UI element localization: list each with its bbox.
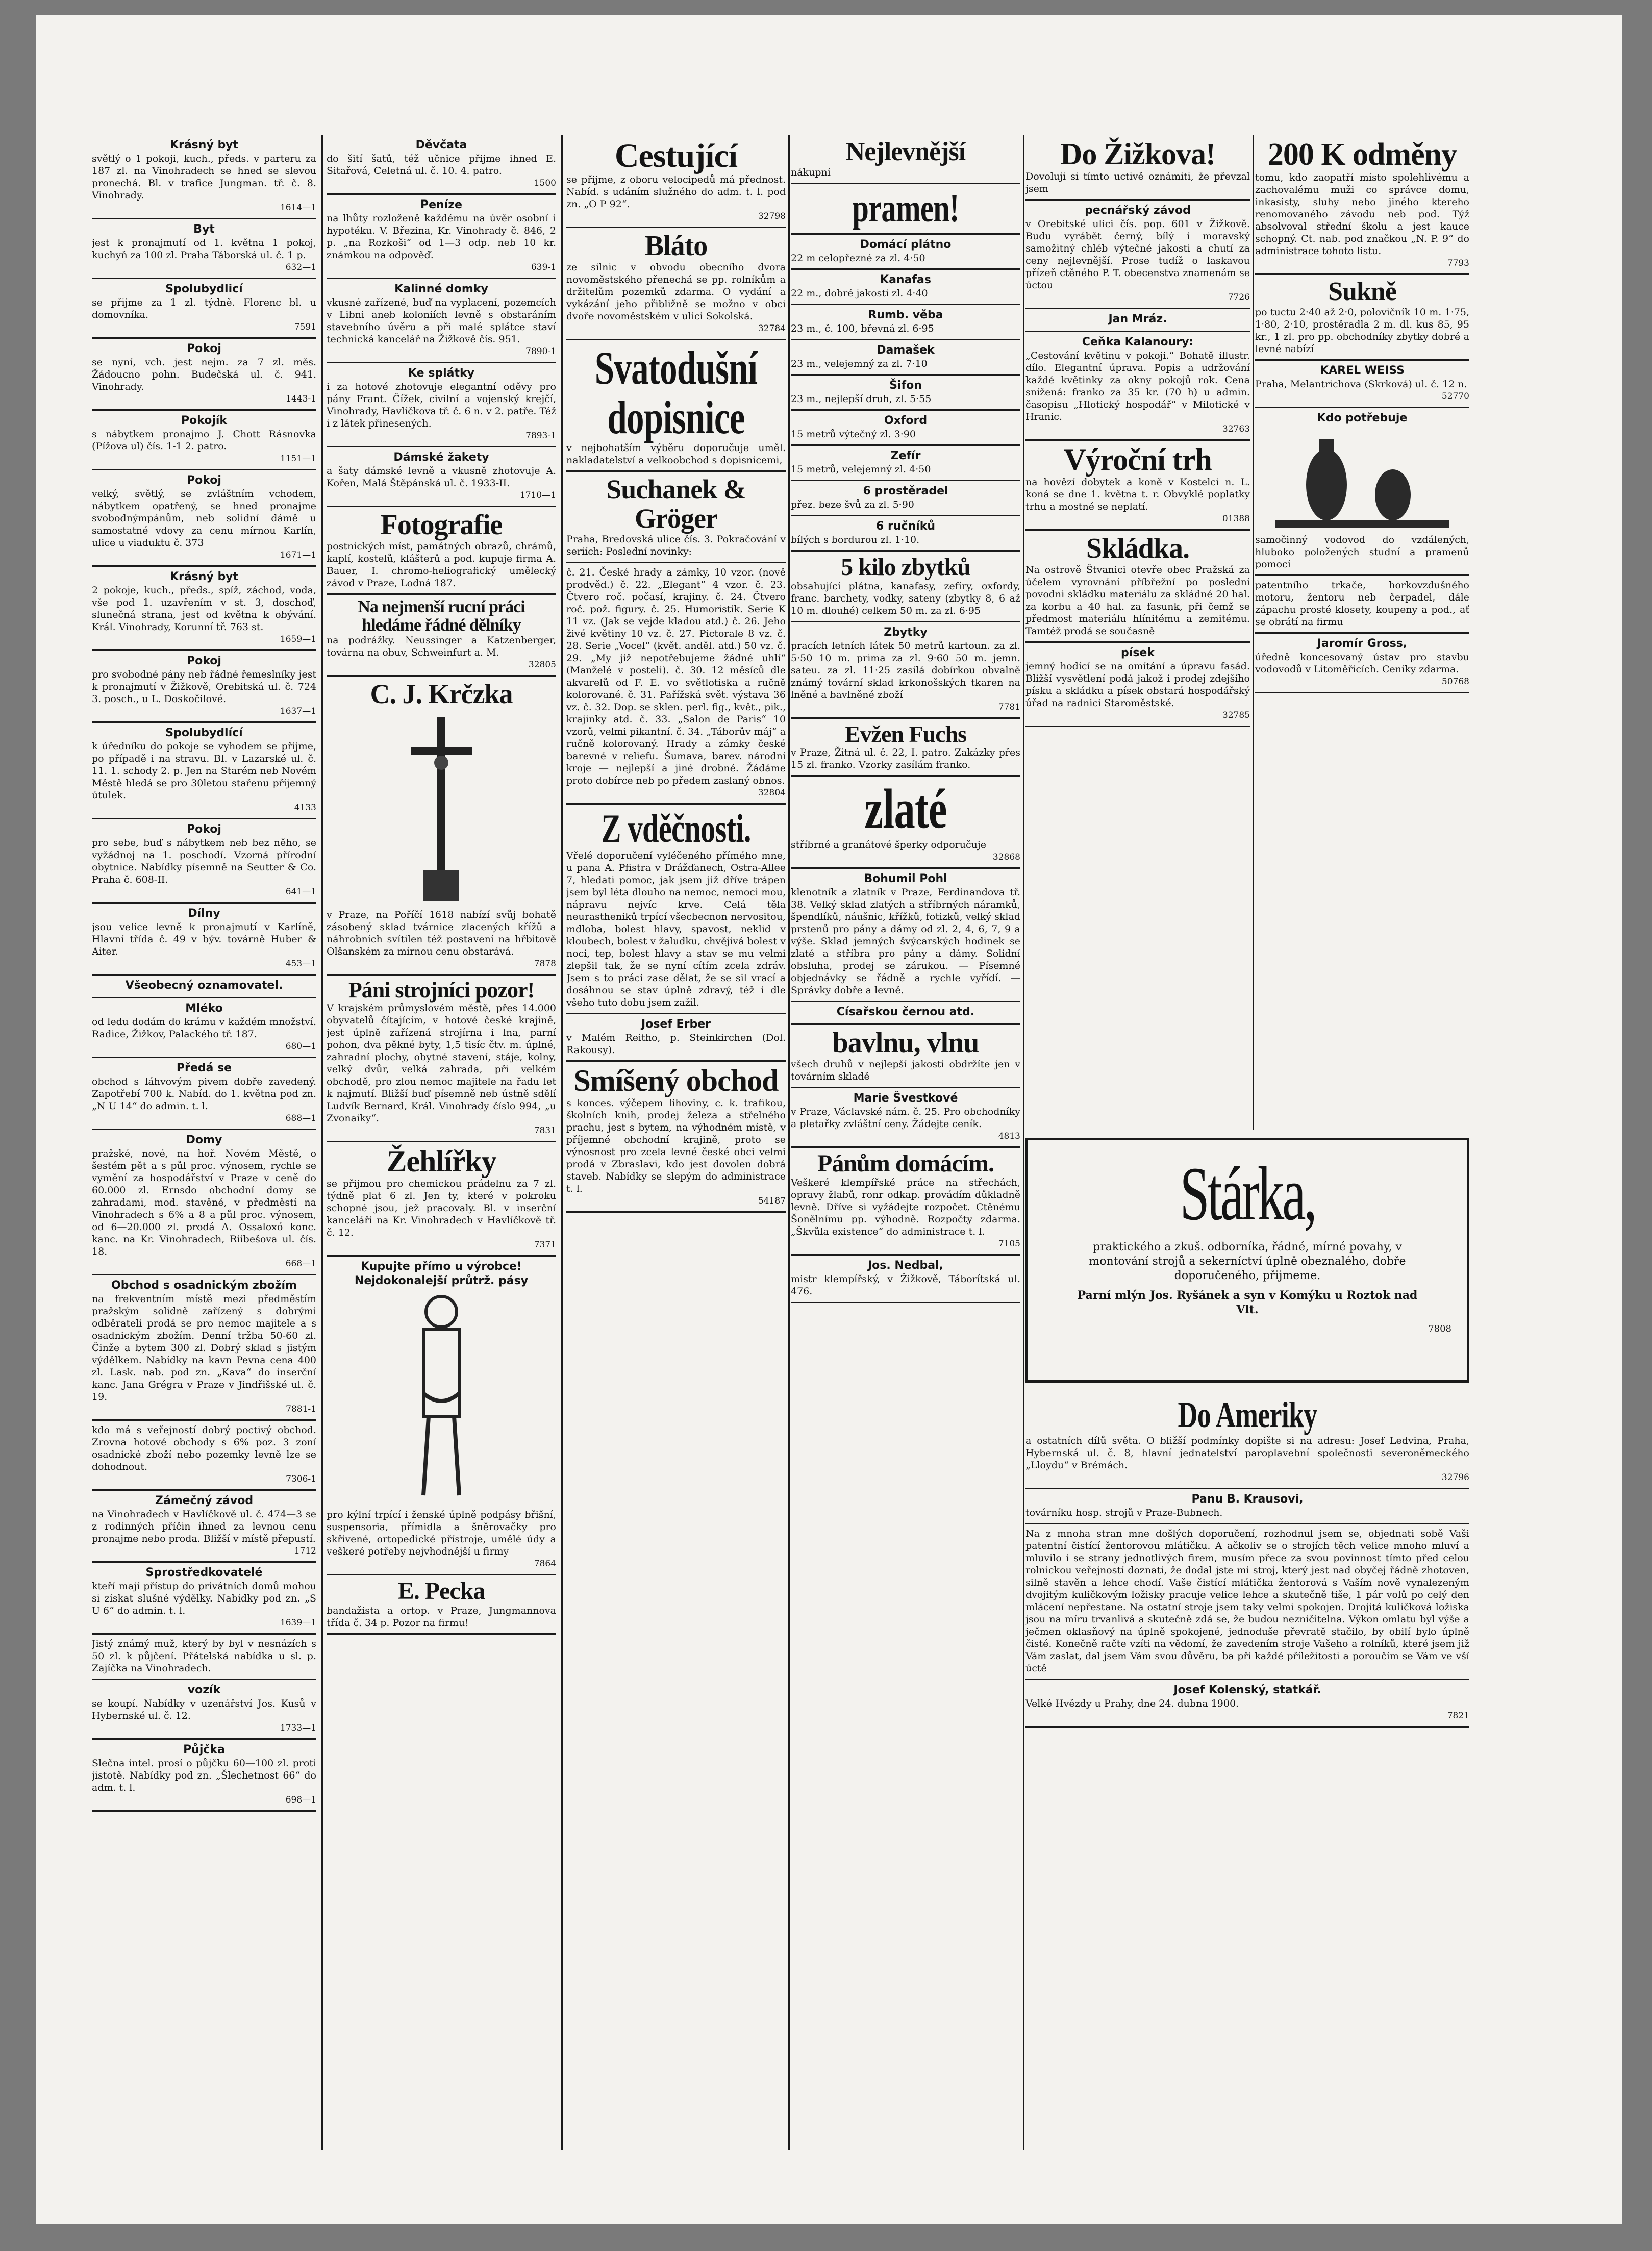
column-5 <box>1025 135 1250 1130</box>
ad-number: 1151—1 <box>280 454 316 464</box>
ad-text: tomu, kdo zaopatří místo spolehlivému a zachovalému muži co správce domu, inkasisty, sluhy nebo jiného ktereho renomovaného závodu neb pod. Týž absolvoval střední školu a jest kauce schopný. Ct. nab. pod značkou „N. P. 9“ do administrace tohoto listu. <box>1255 172 1469 257</box>
ad-title: pramen! <box>852 185 959 230</box>
ad-block <box>92 279 316 339</box>
ad-number: 680—1 <box>285 1041 316 1052</box>
ad-title: zlaté <box>864 778 947 840</box>
ad-block <box>566 1014 786 1062</box>
ad-number: 7821 <box>1447 1710 1469 1721</box>
ad-block <box>92 135 316 219</box>
ad-title: Nejlevnější <box>845 137 966 166</box>
ad-block <box>566 563 786 805</box>
ad-text: a šaty dámské levně a vkusně zhotovuje A. Kořen, Malá Štěpánská ul. č. 1933-II. <box>327 465 556 489</box>
ad-title: Z vděčnosti. <box>601 806 751 851</box>
ad-block <box>92 219 316 279</box>
ad-block <box>791 411 1020 446</box>
ad-block <box>92 1563 316 1635</box>
ad-block <box>1025 1393 1469 1489</box>
ad-title: Kdo potřebuje <box>1317 411 1408 424</box>
ad-block <box>327 595 556 677</box>
ad-block <box>92 1058 316 1130</box>
ad-number: 641—1 <box>285 887 316 897</box>
ad-title: Ceňka Kalanoury: <box>1082 336 1194 348</box>
column-4 <box>791 135 1020 2150</box>
vases-illustration <box>1265 429 1459 531</box>
ad-title: Domy <box>186 1134 222 1146</box>
ad-title: bavlnu, vlnu <box>832 1027 979 1059</box>
ad-text: vkusné zařízené, buď na vyplacení, pozemcích v Libni aneb koloniích levně s obstaráním stavebního úvěru a při malé splátce staví technická kancelář na Žižkově čís. 951. <box>327 297 556 345</box>
ad-block <box>1025 332 1250 441</box>
ad-text: 22 m celopřezné za zl. 4·50 <box>791 252 925 264</box>
ad-block <box>327 677 556 976</box>
ad-text: úředně koncesovaný ústav pro stavbu vodovodů v Litoměřicích. Ceníky zdarma. <box>1255 651 1469 675</box>
ad-block <box>791 1148 1020 1256</box>
ad-title: Panu B. Krausovi, <box>1191 1492 1304 1506</box>
ad-block <box>327 135 556 195</box>
crucifix-illustration <box>406 712 477 906</box>
ad-text: jest k pronajmutí od 1. května 1 pokoj, kuchyň za 100 zl. Praha Táborská ul. č. 1 p. <box>92 237 316 261</box>
ad-text: Velké Hvězdy u Prahy, dne 24. dubna 1900. <box>1025 1697 1239 1709</box>
ad-block <box>791 869 1020 1002</box>
ad-title: Kanafas <box>880 273 931 286</box>
ad-text: v Malém Reitho, p. Steinkirchen (Dol. Rakousy). <box>566 1032 786 1056</box>
ad-block <box>327 1257 556 1575</box>
ad-title: Jaromír Gross, <box>1317 637 1408 650</box>
starka-text: praktického a zkuš. odborníka, řádné, mírné povahy, v montování strojů a sekerníctví úplně obeznalého, dobře doporučeného, přijmeme. <box>1089 1241 1406 1282</box>
column-1 <box>92 135 316 2150</box>
ad-number: 632—1 <box>285 262 316 272</box>
ad-block <box>92 1740 316 1812</box>
ad-text: Na z mnoha stran mne došlých doporučení, rozhodnul jsem se, objednati sobě Vaši patentní čistící žentorovou mlátičku. A ačkoliv se o strojích těch velice mnoho mluví a mluvilo i se strany jednotlivých firem, musím přece za svou povinnost tímto před celou rolnickou veřejností doznati, že dodal jste mi stroj, který jest nad obyčej řádně zhotoven, silně stavěn a lehce chodí. Vaše čistící mlátička žentorová s Vaším nově vynalezeným dvojitým kuličkovým ložisky pracuje velice lehce a skutečně tiše, 1 pár volů po celý den mlácení nepřestane. Na ostatní stroje jsem taky velmi spokojen. Drojitá kuličková ložiska jsou na míru trvanlivá a skutečně zdá se, že budou nezničitelna. Výkon omlatu byl výše a ječmen oklasňový na úplně spokojené, jednoduše převratě stačilo, by obilí bylo úplně čisté. Konečně račte vzíti na vědomí, že zavedením stroje Vašeho a rolníků, které jsem již Vám zaslat, dal jsem Vám svou důvěru, ba při každé příležitosti a poroučím se Vám ve vší úctě <box>1025 1528 1469 1674</box>
ad-text: přez. beze švů za zl. 5·90 <box>791 498 914 510</box>
ad-block <box>791 305 1020 340</box>
ad-text: obchod s láhvovým pivem dobře zavedený. Zapotřebí 700 k. Nabíd. do 1. května pod zn. „N U 14“ do admin. t. l. <box>92 1076 316 1112</box>
ad-block <box>791 270 1020 305</box>
ad-text: stříbrné a granátové šperky odporučuje <box>791 839 986 851</box>
ad-block <box>327 447 556 507</box>
ad-title: Rumb. věba <box>868 308 943 321</box>
ad-title: Domácí plátno <box>860 238 952 251</box>
ad-title: Josef Kolenský, statkář. <box>1173 1683 1321 1696</box>
ad-number: 1614—1 <box>280 203 316 213</box>
ad-text: se přijme za 1 zl. týdně. Florenc bl. u domovníka. <box>92 297 316 320</box>
ad-text: po tuctu 2·40 až 2·0, polovičník 10 m. 1·75, 1·80, 2·10, prostěradla 2 m. dl. kus 85, 95 kr., 1 zl. pro pp. obchodníky zbytky dobré a levné nabízí <box>1255 306 1469 355</box>
ad-block <box>791 184 1020 235</box>
ad-number: 32796 <box>1441 1472 1469 1483</box>
ad-number: 1710—1 <box>519 490 556 501</box>
ad-number: 453—1 <box>285 959 316 969</box>
ad-title: Výroční trh <box>1064 443 1212 477</box>
ad-number: 639-1 <box>531 262 556 272</box>
column-rule <box>788 135 790 2150</box>
ad-text: obsahující plátna, kanafasy, zefíry, oxfordy, franc. barchety, vodky, sateny (zbytky 8, 6 až 10 m. dlouhé) celkem 50 m. za zl. 6·95 <box>791 580 1020 616</box>
starka-ad <box>1025 1138 1469 1383</box>
ad-block <box>92 1635 316 1680</box>
ad-title: Marie Švestkové <box>853 1091 958 1105</box>
ad-number: 32784 <box>758 323 786 334</box>
ad-text: 15 metrů výtečný zl. 3·90 <box>791 428 916 440</box>
ad-title: Skládka. <box>1086 533 1190 564</box>
ad-text: bílých s bordurou zl. 1·10. <box>791 534 920 545</box>
ad-text: Jistý známý muž, který by byl v nesnázích s 50 zl. k půjčení. Přátelská nabídka u sl. p. Zajíčka na Vinohradech. <box>92 1638 316 1674</box>
ad-title: Byt <box>193 223 215 236</box>
ad-text: klenotník a zlatník v Praze, Ferdinandova tř. 38. Velký sklad zlatých a stříbrných náramků, špendlíků, náušnic, křížků, fotizků, velký sklad prstenů pro pány a dámy od zl. 2, 4, 6, 7, 9 a výše. Sklad jemných švýcarských hodinek se zlaté a stříbra pro pány a dámy. Solidní obsluha, prodej se zárukou. — Písemné objednávky se řádně a rychle vyřídí. — Správky dobře a levně. <box>791 886 1020 996</box>
ad-text: s konces. výčepem lihoviny, c. k. trafikou, školních knih, prodej železa a střelného prachu, jest s bytem, na výhodném místě, v příjemné obchodní krajině, proto se výnosnost pro zcela levné české obci velmi prodá v Zbraslavi, kdo jest dovolen dobrá staveb. Nabídky se slepým do administrace t. l. <box>566 1097 786 1194</box>
ad-title: Jan Mráz. <box>1108 313 1167 326</box>
ad-text: na lhůty rozloženě každému na úvěr osobní i hypotéku. V. Březina, Kr. Vinohrady č. 846, 2 p. „na Rozkoši“ od 1—3 odp. neb 10 kr. známkou na odpověď. <box>327 213 556 261</box>
ad-title: Páni strojníci pozor! <box>348 977 535 1003</box>
ad-block <box>791 235 1020 270</box>
ad-text: bandažista a ortop. v Praze, Jungmannova třída č. 34 p. Pozor na firmu! <box>327 1605 556 1629</box>
ad-text: velký, světlý, se zvláštním vchodem, nábytkem opatřený, se hned pronajme svobodnýmpánům, neb solidní dámě u samostatné vdovy za cenu mírnou Karlín, ulice u viaduktu č. 373 <box>92 488 316 548</box>
ad-text: Vřelé doporučení vyléčeného přímého mne, u pana A. Pfistra v Drážďanech, Ostra-Allee 7, hledati pomoc, jak jsem již dříve trápen jsem byl léta dlouho na nemoc, nemoci mou, nápravu nejvíc krve. Celá těla neurastheniků trpící všecbecnon nervositou, mdloba, bolest hlavy, spavost, neklid v kloubech, bolest v žaludku, chvějivá bolest v noci, tep, bolest hlavy a stav se mu velmi zlepšil tak, že se nyní cítím zcela zdráv. Jsem s to práci zase dělat, že se sil vrací a dosáhnou se stav úplně zdravý, též i dle všeho tuto dobu jsem zažil. <box>566 849 786 1008</box>
ad-number: 7781 <box>998 702 1020 712</box>
ad-block <box>1025 531 1250 643</box>
ad-block <box>92 651 316 723</box>
ad-title: Žehlířky <box>386 1144 496 1179</box>
ad-number: 1637—1 <box>280 706 316 716</box>
ad-text: světlý o 1 pokoji, kuch., předs. v parteru za 187 zl. na Vinohradech se hned se slevou pronechá. Bl. v trafice Jungman. tř. č. 8. Vinohrady. <box>92 153 316 201</box>
ad-block <box>566 805 786 1014</box>
ad-block <box>327 507 556 595</box>
ad-block <box>1255 576 1469 634</box>
ad-text: 23 m., č. 100, břevná zl. 6·95 <box>791 322 934 334</box>
ad-title: Do Ameriky <box>1178 1394 1317 1435</box>
ad-block <box>791 376 1020 411</box>
ad-block <box>92 411 316 470</box>
ad-number: 52770 <box>1441 391 1469 402</box>
ad-title: Předá se <box>176 1062 232 1074</box>
ad-block <box>327 1142 556 1257</box>
ad-title: Peníze <box>420 198 462 211</box>
ad-number: 4133 <box>294 803 316 813</box>
ad-block <box>327 1575 556 1634</box>
ad-title: Císařskou černou atd. <box>836 1005 975 1018</box>
column-5-bottom <box>1025 1393 1469 2148</box>
ad-title: Pokoj <box>187 655 221 667</box>
starka-title: Stárka, <box>1180 1152 1315 1236</box>
ad-block <box>327 279 556 363</box>
ad-title: Krásný byt <box>169 139 239 152</box>
ad-title: Dámské žakety <box>393 451 489 464</box>
ad-title: Mléko <box>185 1002 223 1015</box>
ad-title: Spolubydlicí <box>165 283 243 295</box>
ad-text: a ostatních dílů světa. O bližší podmínky dopište si na adresu: Josef Ledvina, Praha, Hybernská ul. č. 8, hlavní jednatelství paroplavební společnosti severoněmeckého „Lloydu“ v Brémách. <box>1025 1435 1469 1471</box>
ad-title: Ke splátky <box>408 367 474 380</box>
ad-number: 1733—1 <box>280 1723 316 1733</box>
ad-number: 7726 <box>1228 292 1250 303</box>
ad-title: 200 K odměny <box>1267 137 1457 172</box>
ad-text: 23 m., velejemný za zl. 7·10 <box>791 358 928 369</box>
ad-text: ze silnic v obvodu obecního dvora novoměstského přenechá se pp. rolníkům a držitelům pozemků zdarma. O vydání a vykázání jeho přibližně se možno v obci dvoře novoměstském v ulici Sokolská. <box>566 262 786 322</box>
ad-number: 7371 <box>534 1240 556 1250</box>
ad-text: na hovězí dobytek a koně v Kostelci n. L. koná se dne 1. května t. r. Obvyklé poplatky trhu a mostné se neplatí. <box>1025 477 1250 512</box>
ad-text: pro svobodné pány neb řádné řemeslníky jest k pronajmutí v Žižkově, Orebitská ul. č. 724 3. posch., u L. Doskočilové. <box>92 669 316 705</box>
ad-text: pro kýlní trpící i ženské úplně podpásy břišní, suspensoria, přímidla a šněrovačky pro skřivené, ortopedické přístroje, umělé údy a veškeré potřeby nejvhodnější u firmy <box>327 1509 556 1558</box>
ad-text: v Orebitské ulici čís. pop. 601 v Žižkově. Budu vyrábět černý, bílý i moravský samožitný chléb výtečné jakosti a chutí za ceny nejlevnější. Prose tudíž o laskavou přízeň ctěného P. T. obecenstva znamenám se úctou <box>1025 218 1250 291</box>
ad-block <box>1255 275 1469 361</box>
ad-title: Josef Erber <box>641 1017 711 1031</box>
ad-text: 15 metrů, velejemný zl. 4·50 <box>791 463 931 475</box>
ad-number: 54187 <box>758 1195 786 1206</box>
ad-text: Dovoluji si tímto uctivě oznámiti, že převzal jsem <box>1025 171 1250 194</box>
ad-block <box>791 340 1020 376</box>
ad-title: vozík <box>187 1684 221 1696</box>
ad-title: Fotografie <box>380 509 503 541</box>
ad-text: č. 21. České hrady a zámky, 10 vzor. (nově prodvěd.) č. 22. „Elegant“ 4 vzor. č. 23. Čtvero roč. počasí, krajiny. č. 24. Čtvero roč. pož. figury. č. 25. Humoristik. Serie K 11 vz. (Jak se vejde kladou atd.) č. 26. Jeho živé květiny 10 vz. č. 27. Pictorale 8 vz. č. 28. Serie „Vocel“ (květ. anděl. atd.) 50 vz. č. 29. „My již nepotřebujeme žádné uhlí“ (Manželé v posteli). č. 30. 12 měsíců dle akvarelů od F. E. vo světlotiska a ručně kolorované. č. 31. Pařížská svět. výstava 36 vz. č. 32. Dop. se sklen. perl. fig., květ., pik., krajinky atd. č. 33. „Salon de Paris“ 10 vzorů, velmi pikantní. č. 34. „Táborův máj“ a ručně kolorovaný. Hrady a zámky české barevné v reliefu. Šumava, barev. národní kroje — nejlepší a jiné drobné. Žádáme proto dobírce neb po předem zaslaný obnos. <box>566 566 786 786</box>
ad-title: Bláto <box>644 230 708 262</box>
ad-title: 6 prostěradel <box>863 484 948 497</box>
ad-text: od ledu dodám do krámu v každém množství. Radice, Žižkov, Palackého tř. 187. <box>92 1016 316 1040</box>
ad-block <box>92 1421 316 1491</box>
ad-title: Sukně <box>1328 277 1396 307</box>
ad-text: Na ostrově Štvanici otevře obec Pražská za účelem vyrovnání příbřežní po poslední povodni skládku materiálu za skládné 20 hal. za korbu a 40 hal. za fasunk, při čemž se předmost materiálu hlínitému a zemitému. Tamtéž prodá se současně <box>1025 564 1250 637</box>
ad-number: 7105 <box>998 1238 1020 1249</box>
ad-text: se koupí. Nabídky v uzenářství Jos. Kusů v Hybernské ul. č. 12. <box>92 1698 316 1721</box>
ad-block <box>566 1062 786 1213</box>
ad-text: kteří mají přístup do privátních domů mohou si získat slušné výdělky. Nabídky pod zn. „S U 6“ do admin. t. l. <box>92 1581 316 1616</box>
ad-title: 6 ručníků <box>875 519 935 533</box>
ad-number: 32798 <box>758 211 786 222</box>
ad-text: jsou velice levně k pronajmutí v Karlíně, Hlavní třída č. 49 v býv. továrně Huber & Aiter. <box>92 921 316 957</box>
ad-block <box>566 135 786 228</box>
ad-title: Na nejmenší rucní práci hledáme řádné dělníky <box>358 597 525 635</box>
ad-title: písek <box>1121 646 1155 659</box>
ad-text: v Praze, Žitná ul. č. 22, I. patro. Zakázky přes 15 zl. franko. Vzorky zasílám franko. <box>791 747 1020 771</box>
column-rule <box>1253 135 1254 1130</box>
ad-number: 1639—1 <box>280 1618 316 1628</box>
ad-title: 5 kilo zbytků <box>841 553 970 581</box>
ad-text: Slečna intel. prosí o půjčku 60—100 zl. proti jistotě. Nabídky pod zn. „Šlechetnost 66“ do adm. t. l. <box>92 1758 316 1793</box>
ad-block <box>92 723 316 819</box>
ad-title: Do Žižkova! <box>1060 137 1215 171</box>
ad-text: „Cestování květinu v pokoji.“ Bohatě illustr. dílo. Elegantní úprava. Popis a udržování každé květinky za okny pokojů rok. Cena snížená: franko za 35 kr. (70 h) u admin. časopisu „Hlotický hospodář“ v Milotické v Hranic. <box>1025 350 1250 422</box>
ad-title: Pánům domácím. <box>817 1149 994 1177</box>
ad-text: postnických míst, památných obrazů, chrámů, kaplí, kostelů, klášterů a pod. kupuje firma A. Bauer, I. chromo-heliografický umělecký závod v Praze, Lodná 187. <box>327 540 556 589</box>
ad-number: 7306-1 <box>286 1474 316 1484</box>
ad-text: pražské, nové, na hoř. Novém Městě, o šestém pět a s půl proc. výnosem, rychle se vymění za hospodářství v Praze v ceně do 60.000 zl. Ernsdo obchodní domy se zahradami, mod. stavěné, v předměstí na Vinohradech s 6% a 8 a půl proc. výnosem, od 6—20.000 zl. prodá A. Ossaloxó konc. kanc. na Kr. Vinohradech, Riibešova ul. čís. 18. <box>92 1148 316 1257</box>
ad-title: Pokojík <box>181 414 228 427</box>
ad-number: 32868 <box>992 852 1020 862</box>
ad-title: Suchanek & Gröger <box>606 474 746 534</box>
ad-block <box>92 339 316 411</box>
ad-text: všech druhů v nejlepší jakosti obdržíte jen v továrním skladě <box>791 1058 1020 1082</box>
ad-text: se přijme, z oboru velocipedů má přednost. Nabíd. s udáním služného do adm. t. l. pod zn. „O P 92“. <box>566 174 786 210</box>
ad-text: mistr klempířský, v Žižkově, Táborítská ul. 476. <box>791 1273 1020 1297</box>
ad-number: 7591 <box>294 322 316 332</box>
ad-text: Praha, Bredovská ulice čís. 3. Pokračování v seriích: Poslední novinky: <box>566 533 786 557</box>
ad-number: 7831 <box>534 1125 556 1136</box>
ad-block <box>1025 1680 1469 1728</box>
ad-number: 32763 <box>1222 424 1250 434</box>
ad-number: 01388 <box>1222 514 1250 524</box>
ad-text: i za hotové zhotovuje elegantní oděvy pro pány Frant. Čížek, civilní a vojenský krejčí, Vinohrady, Havlíčkova tř. č. 6 n. v 2. patře. Též i z látek přinesených. <box>327 381 556 429</box>
ad-title: Jos. Nedbal, <box>868 1259 943 1272</box>
ad-title: Damašek <box>877 343 935 357</box>
ad-title: E. Pecka <box>397 1578 485 1605</box>
ad-block <box>1025 1489 1469 1524</box>
ad-title: Svatodušní dopisnice <box>594 342 758 443</box>
ad-number: 688—1 <box>285 1113 316 1123</box>
column-2 <box>327 135 556 2150</box>
ad-title: Smíšený obchod <box>573 1063 779 1097</box>
ad-title: KAREL WEISS <box>1320 364 1405 377</box>
ad-title: Dílny <box>188 907 220 920</box>
ad-title: Pokoj <box>187 342 221 355</box>
ad-title: Bohumil Pohl <box>864 872 947 885</box>
ad-text: nákupní <box>791 166 831 178</box>
ad-text: na Vinohradech v Havlíčkově ul. č. 474—3 se z rodinných příčin ihned za levnou cenu pronajme nebo proda. Bližší v místě přepustí. <box>92 1509 316 1544</box>
ad-block <box>92 470 316 567</box>
ad-number: 7881-1 <box>286 1404 316 1414</box>
ad-number: 7890-1 <box>525 346 556 357</box>
ad-text: k úředníku do pokoje se vyhodem se přijme, po případě i na stravu. Bl. v Lazarské ul. č. 11. 1. schody 2. p. Jen na Starém neb Novém Městě hledá se pro 30letou stařenu příjemný útulek. <box>92 741 316 801</box>
ad-text: Veškeré klempířské práce na střechách, opravy žlabů, ronr odkap. provádím důkladně levně. Dříve si vyžádejte rozpočet. Ctěnému Šonělnímu pp. výhodně. Rozpočty zdarma. „Škvůla existence“ do administrace t. l. <box>791 1177 1020 1237</box>
ad-block <box>791 135 1020 184</box>
ad-block <box>1025 309 1250 332</box>
ad-number: 7808 <box>1428 1323 1451 1334</box>
ad-block <box>92 904 316 976</box>
ad-number: 50768 <box>1441 676 1469 687</box>
ad-block <box>791 1088 1020 1148</box>
ad-text: Praha, Melantrichova (Skrková) ul. č. 12 n. <box>1255 378 1467 390</box>
ad-text: se přijmou pro chemickou prádelnu za 7 zl. týdně plat 6 zl. Jen ty, které v pokroku schopné jsou, jež pracovaly. Bl. v inserční kanceláři na Kr. Vinohradech v Havlíčkově tř. č. 12. <box>327 1178 556 1239</box>
ad-block <box>92 819 316 904</box>
ad-number: 1671—1 <box>280 550 316 560</box>
ad-text: patentního trkače, horkovzdušného motoru, žentoru neb čerpadel, dále zápachu prosté klosety, koupeny a pod., ať se obrátí na firmu <box>1255 579 1469 628</box>
ad-title: Děvčata <box>415 139 467 152</box>
ad-block <box>1255 361 1469 408</box>
ad-text: s nábytkem pronajmo J. Chott Rásnovka (Pížova ul) čís. 1-1 2. patro. <box>92 429 316 452</box>
ad-title: Evžen Fuchs <box>844 720 967 747</box>
ad-text: 23 m., nejlepší druh, zl. 5·55 <box>791 393 932 405</box>
ad-block <box>327 195 556 279</box>
truss-figure-illustration <box>401 1291 482 1506</box>
ad-text: na frekventním místě mezi předměstím pražským solidně zařízený s dobrými odběrateli prodá se pro nemoc majitele a s osadnickým zbožím. Denní tržba 50-60 zl. Činže a bytem 300 zl. Dobrý sklad s jistým výdělkem. Nabídky na kavn Pevna cena 400 zl. Lask. nab. pod zn. „Kava“ do inserční kanc. Jana Grégra v Praze v Jindřišské ul. č. 19. <box>92 1293 316 1403</box>
ad-text: do šití šatů, též učnice přijme ihned E. Sitařová, Celetná ul. č. 10. 4. patro. <box>327 153 556 177</box>
ad-title: pecnářský závod <box>1085 204 1191 217</box>
ad-number: 32804 <box>758 787 786 798</box>
ad-block <box>791 1025 1020 1088</box>
column-rule <box>561 135 563 2150</box>
ad-block <box>1025 1524 1469 1680</box>
ad-text: v nejbohatším výběru doporučuje uměl. nakladatelství a velkoobchod s dopisnicemi, <box>566 442 786 466</box>
column-rule <box>321 135 323 2150</box>
ad-text: V krajském průmyslovém městě, přes 14.000 obyvatelů čítajícím, v hotové české krajině, jest úplně zařízená strojírna i lna, parní pohon, dva pěkné byty, 1,5 tisíc čtv. m. úplné, zahradní plochy, obytné stavení, stáje, kolny, velký dvůr, velká zahrada, při velkém obchodě, pro zlou nemoc majitele na řadu let k najmutí. Bližší buď písemně neb ústně sdělí Ludvík Bernard, Král. Vinohrady číslo 994, „u Zvonaiky“. <box>327 1003 556 1124</box>
ad-text: pro sebe, buď s nábytkem neb bez něho, se vyžádnoj na 1. poschodí. Vzorná přírodní obytnice. Nabídky písemně na Seutter & Co. Praha č. 608-II. <box>92 837 316 885</box>
column-3 <box>566 135 786 2150</box>
ad-title: Pokoj <box>187 823 221 836</box>
ad-block <box>92 998 316 1058</box>
ad-title: Zámečný závod <box>155 1494 254 1507</box>
ad-block <box>92 976 316 998</box>
ad-text: pracích letních látek 50 metrů kartoun. za zl. 5·50 10 m. prima za zl. 9·60 50 m. jemn. sateu. za zl. 11·25 zasílá dobírkou obvalně známý tovární sklad krkonošských tkaren na lněné a bavlněné zboží <box>791 640 1020 701</box>
ad-title: Obchod s osadnickým zbožím <box>111 1279 297 1292</box>
ad-block <box>1025 201 1250 309</box>
ad-number: 1500 <box>534 178 556 188</box>
ad-block <box>1025 643 1250 727</box>
ad-block <box>791 446 1020 481</box>
ad-block <box>791 481 1020 516</box>
ad-title: Zefír <box>890 449 921 462</box>
ad-number: 32805 <box>528 660 556 670</box>
starka-footer: Parní mlýn Jos. Ryšánek a syn v Komýku u Roztok nad Vlt. <box>1077 1289 1418 1316</box>
ad-block <box>327 363 556 447</box>
ad-block <box>92 1275 316 1421</box>
ad-text: v Praze, Václavské nám. č. 25. Pro obchodníky a pletařky zvláštní ceny. Žádejte ceník. <box>791 1106 1020 1130</box>
ad-number: 7793 <box>1447 258 1469 269</box>
ad-block <box>92 1491 316 1563</box>
ad-block <box>1255 408 1469 576</box>
ad-title: Půjčka <box>183 1743 225 1756</box>
ad-text: na podrážky. Neussinger a Katzenberger, továrna na obuv, Schweinfurt a. M. <box>327 635 556 659</box>
ad-text: se nyní, vch. jest nejm. za 7 zl. měs. Žádoucno pohn. Budečská ul. č. 941. Vinohrady. <box>92 357 316 392</box>
column-6 <box>1255 135 1469 1130</box>
ad-text: kdo má s veřejností dobrý poctivý obchod. Zrovna hotové obchody s 6% poz. 3 zoní osadnické zboží nebo pozemky levně lze se dohodnout. <box>92 1424 316 1472</box>
ad-title: Oxford <box>884 414 928 427</box>
column-rule <box>1023 135 1024 2150</box>
ad-block <box>92 1680 316 1740</box>
ad-title: Sprostředkovatelé <box>145 1566 263 1579</box>
ad-number: 7893-1 <box>525 431 556 441</box>
ad-text: 22 m., dobré jakosti zl. 4·40 <box>791 287 928 299</box>
ad-block <box>791 552 1020 622</box>
ad-block <box>791 622 1020 719</box>
ad-title: Spolubydlící <box>165 727 243 739</box>
ad-text: jemný hodící se na omítání a úpravu fasád. Bližší vysvětlení podá jakož i prodej zdejšího písku a skládku a písek obstará hospodářský úřad na radnici Staroměstské. <box>1025 660 1250 709</box>
ad-title: Zbytky <box>884 626 928 639</box>
ad-block <box>1025 135 1250 201</box>
ad-number: 1443-1 <box>286 394 316 404</box>
ad-text: v Praze, na Poříčí 1618 nabízí svůj bohatě zásobený sklad tvárnice zlacených křížů a náhrobních svítilen též postavení na hřbitově Olšanském za mírnou cenu obstarává. <box>327 909 556 957</box>
ad-block <box>92 567 316 651</box>
ad-title: Cestující <box>614 137 738 174</box>
ad-block <box>566 340 786 472</box>
ad-block <box>791 777 1020 869</box>
ad-block <box>791 1256 1020 1303</box>
ad-title: C. J. Krčzka <box>370 679 513 710</box>
ad-title: Kalinné domky <box>394 283 488 295</box>
ad-number: 7878 <box>534 958 556 969</box>
ad-number: 698—1 <box>285 1795 316 1805</box>
ad-number: 668—1 <box>285 1259 316 1269</box>
ad-block <box>1255 634 1469 693</box>
ad-text: 2 pokoje, kuch., předs., spíž, záchod, voda, vše pod 1. uzavřením v st. 3, doschoď, slunečná strana, jest od května k obývání. Král. Vinohrady, Korunní tř. 763 st. <box>92 585 316 633</box>
ad-number: 32785 <box>1222 710 1250 720</box>
ad-title: Kupujte přímo u výrobce! Nejdokonalejší průtrž. pásy <box>354 1260 529 1288</box>
ad-text: továrníku hosp. strojů v Praze-Bubnech. <box>1025 1507 1223 1518</box>
ad-block <box>791 719 1020 777</box>
ad-block <box>327 976 556 1142</box>
ad-block <box>566 472 786 563</box>
ad-number: 1712 <box>294 1546 316 1556</box>
ad-title: Pokoj <box>187 474 221 487</box>
ad-text: samočinný vodovod do vzdálených, hluboko položených studní a pramenů pomocí <box>1255 534 1469 570</box>
ad-block <box>791 516 1020 552</box>
ad-block <box>1025 441 1250 531</box>
ad-title: Šifon <box>889 379 922 392</box>
ad-block <box>1255 135 1469 275</box>
ad-number: 1659—1 <box>280 634 316 644</box>
ad-block <box>566 228 786 340</box>
ad-title: Krásný byt <box>169 570 239 583</box>
ad-number: 4813 <box>998 1131 1020 1141</box>
ad-block <box>791 1002 1020 1025</box>
ad-title: Všeobecný oznamovatel. <box>125 979 283 992</box>
ad-number: 7864 <box>534 1559 556 1569</box>
ad-block <box>92 1130 316 1275</box>
